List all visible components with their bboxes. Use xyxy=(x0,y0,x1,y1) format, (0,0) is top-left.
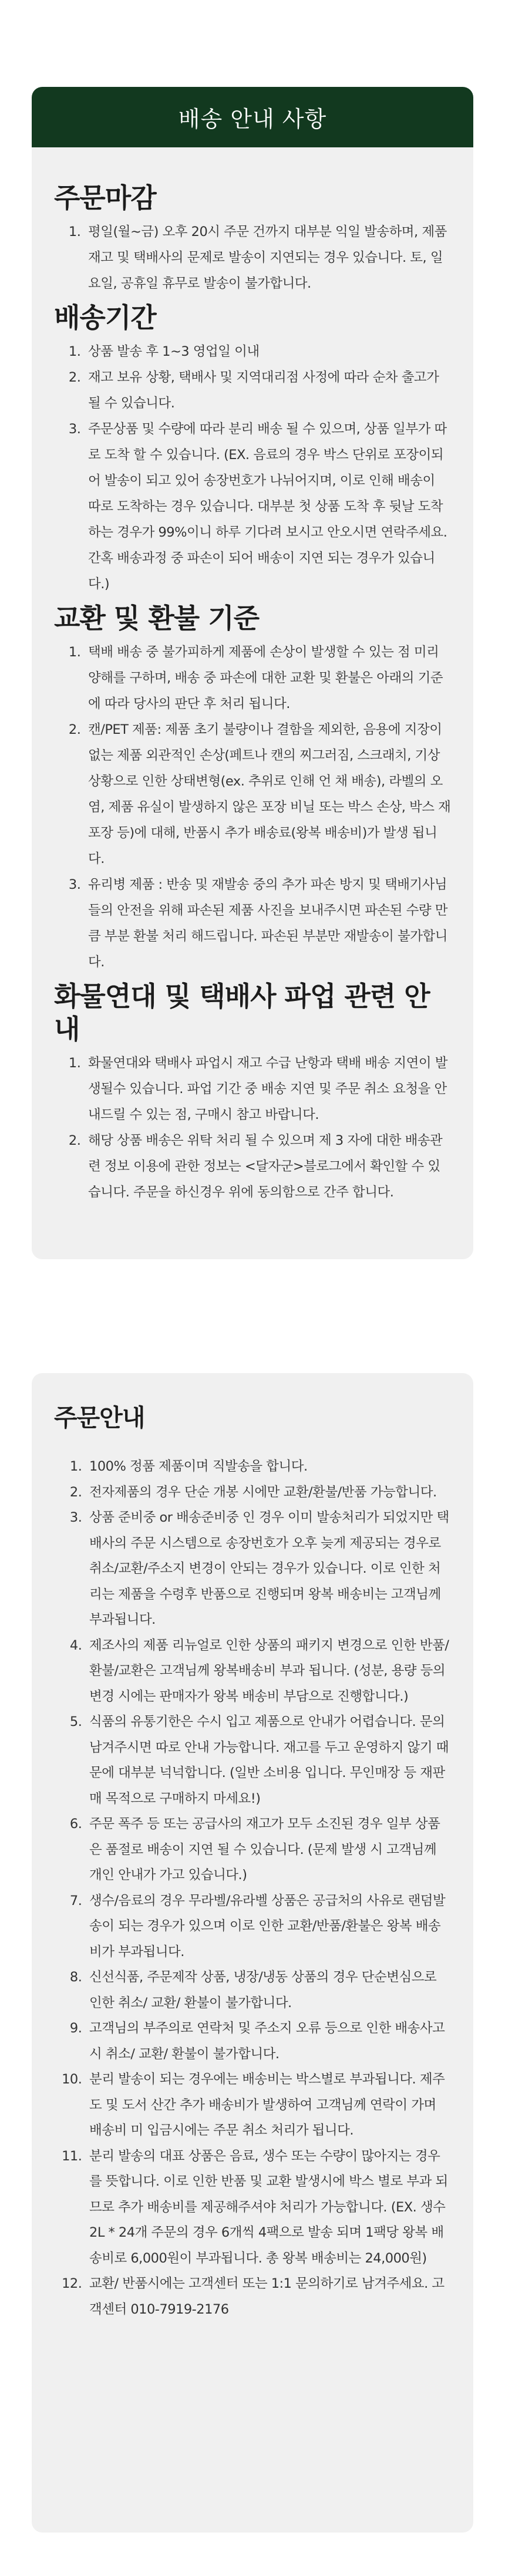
order-guide-title: 주문안내 xyxy=(54,1404,145,1432)
section-title: 주문마감 xyxy=(54,182,156,214)
list-item: 1. 100% 정품 제품이며 직발송을 합니다. xyxy=(86,1454,451,1480)
list-item: 2. 해당 상품 배송은 위탁 처리 될 수 있으며 제 3 자에 대한 배송관련 정보 이용에 관한 정보는 <달자군>블로그에서 확인할 수 있습니다. 주문을 하신경우 위에 동의함으로 간주 합니다. xyxy=(85,1128,451,1205)
list-item: 11. 분리 발송의 대표 상품은 음료, 생수 또는 수량이 많아지는 경우를 뜻합니다. 이로 인한 반품 및 교환 발생시에 박스 별로 부과 되므로 추가 배송비를 제공해주셔야 처리가 가능합니다. (EX. 생수2L * 24개 주문의 경우 6개씩 4팩으로 발송 되며 1팩당 왕복 배송비로 6,000원이 부과됩니다. 총 왕복 배송비는 24,000원) xyxy=(86,2144,451,2272)
section-list xyxy=(54,339,451,597)
section-title: 화물연대 및 택배사 파업 관련 안내 xyxy=(54,980,430,1045)
section-title: 배송기간 xyxy=(54,302,156,333)
list-item: 3. 유리병 제품 : 반송 및 재발송 중의 추가 파손 방지 및 택배기사님들의 안전을 위해 파손된 제품 사진을 보내주시면 파손된 수량 만큼 부분 환불 처리 해드립니다. 파손된 부분만 재발송이 불가합니다. xyxy=(85,872,451,975)
list-item: 1. 평일(월~금) 오후 20시 주문 건까지 대부분 익일 발송하며, 제품 재고 및 택배사의 문제로 발송이 지연되는 경우 있습니다. 토, 일요일, 공휴일 휴무로 발송이 불가합니다. xyxy=(85,219,451,296)
section-order-deadline xyxy=(54,181,451,296)
list-item: 2. 캔/PET 제품: 제품 초기 불량이나 결함을 제외한, 음용에 지장이 없는 제품 외관적인 손상(페트나 캔의 찌그러짐, 스크래치, 기상 상황으로 인한 상태변형(ex. 추위로 인해 언 채 배송), 라벨의 오염, 제품 유실이 발생하지 않은 포장 비닐 또는 박스 손상, 박스 재 포장 등)에 대해, 반품시 추가 배송료(왕복 배송비)가 발생 됩니다. xyxy=(85,717,451,872)
order-guide-list xyxy=(54,1454,451,2322)
section-title: 교환 및 환불 기준 xyxy=(54,602,260,634)
list-item: 6. 주문 폭주 등 또는 공급사의 재고가 모두 소진된 경우 일부 상품은 품절로 배송이 지연 될 수 있습니다. (문제 발생 시 고객님께 개인 안내가 가고 있습니다.) xyxy=(86,1812,451,1889)
list-item: 1. 택배 배송 중 불가피하게 제품에 손상이 발생할 수 있는 점 미리 양해를 구하며, 배송 중 파손에 대한 교환 및 환불은 아래의 기준에 따라 당사의 판단 후 처리 됩니다. xyxy=(85,639,451,717)
section-exchange-refund xyxy=(54,602,451,975)
section-list xyxy=(54,219,451,296)
shipping-notice-header xyxy=(32,87,473,147)
list-item: 5. 식품의 유통기한은 수시 입고 제품으로 안내가 어렵습니다. 문의 남겨주시면 따로 안내 가능합니다. 재고를 두고 운영하지 않기 때문에 대부분 넉넉합니다. (일반 소비용 입니다. 무인매장 등 재판매 목적으로 구매하지 마세요!) xyxy=(86,1710,451,1812)
list-item: 4. 제조사의 제품 리뉴얼로 인한 상품의 패키지 변경으로 인한 반품/환불/교환은 고객님께 왕복배송비 부과 됩니다. (성분, 용량 등의 변경 시에는 판매자가 왕복 배송비 부담으로 진행합니다.) xyxy=(86,1633,451,1710)
list-item: 12. 교환/ 반품시에는 고객센터 또는 1:1 문의하기로 남겨주세요. 고객센터 010-7919-2176 xyxy=(86,2271,451,2322)
shipping-notice-card xyxy=(32,87,473,1259)
section-strike-notice xyxy=(54,980,451,1205)
list-item: 1. 화물연대와 택배사 파업시 재고 수급 난항과 택배 배송 지연이 발생될수 있습니다. 파업 기간 중 배송 지연 및 주문 취소 요청을 안내드릴 수 있는 점, 구매시 참고 바랍니다. xyxy=(85,1050,451,1128)
order-guide-card xyxy=(32,1373,473,2533)
list-item: 7. 생수/음료의 경우 무라벨/유라벨 상품은 공급처의 사유로 랜덤발송이 되는 경우가 있으며 이로 인한 교환/반품/환불은 왕복 배송비가 부과됩니다. xyxy=(86,1889,451,1965)
list-item: 1. 상품 발송 후 1~3 영업일 이내 xyxy=(85,339,451,365)
list-item: 3. 상품 준비중 or 배송준비중 인 경우 이미 발송처리가 되었지만 택배사의 주문 시스템으로 송장번호가 오후 늦게 제공되는 경우로 취소/교환/주소지 변경이 안되는 경우가 있습니다. 이로 인한 처리는 제품을 수령후 반품으로 진행되며 왕복 배송비는 고객님께 부과됩니다. xyxy=(86,1505,451,1633)
order-guide-body xyxy=(32,1373,473,2322)
list-item: 2. 전자제품의 경우 단순 개봉 시에만 교환/환불/반품 가능합니다. xyxy=(86,1480,451,1506)
section-delivery-period xyxy=(54,301,451,597)
section-list xyxy=(54,639,451,975)
shipping-notice-title: 배송 안내 사항 xyxy=(178,106,327,132)
list-item: 10. 분리 발송이 되는 경우에는 배송비는 박스별로 부과됩니다. 제주도 및 도서 산간 추가 배송비가 발생하여 고객님께 연락이 가며 배송비 미 입금시에는 주문 취소 처리가 됩니다. xyxy=(86,2067,451,2144)
shipping-notice-body xyxy=(32,147,473,1205)
section-list xyxy=(54,1050,451,1205)
list-item: 8. 신선식품, 주문제작 상품, 냉장/냉동 상품의 경우 단순변심으로 인한 취소/ 교환/ 환불이 불가합니다. xyxy=(86,1965,451,2016)
list-item: 2. 재고 보유 상황, 택배사 및 지역대리점 사정에 따라 순차 출고가 될 수 있습니다. xyxy=(85,365,451,416)
list-item: 3. 주문상품 및 수량에 따라 분리 배송 될 수 있으며, 상품 일부가 따로 도착 할 수 있습니다. (EX. 음료의 경우 박스 단위로 포장이되어 발송이 되고 있어 송장번호가 나뉘어지며, 이로 인해 배송이 따로 도착하는 경우 있습니다. 대부분 첫 상품 도착 후 뒷날 도착하는 경우가 99%이니 하루 기다려 보시고 안오시면 연락주세요. 간혹 배송과정 중 파손이 되어 배송이 지연 되는 경우가 있습니다.) xyxy=(85,416,451,597)
list-item: 9. 고객님의 부주의로 연락처 및 주소지 오류 등으로 인한 배송사고시 취소/ 교환/ 환불이 불가합니다. xyxy=(86,2016,451,2067)
